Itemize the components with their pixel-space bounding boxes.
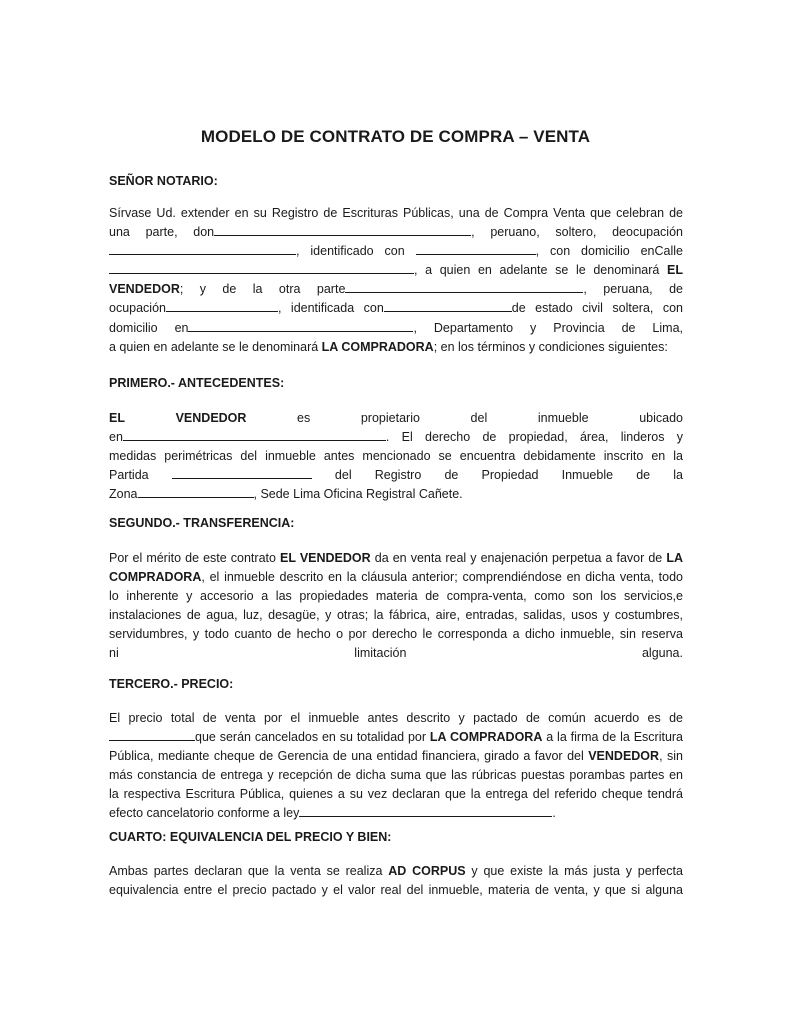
intro-text: Sírvase Ud. extender en su Registro de Escrituras Públicas, una de Compra Venta que celebran de xyxy=(109,206,683,220)
intro-text: , Departamento y Provincia de Lima, xyxy=(413,320,683,335)
primero-text: Zona xyxy=(109,487,138,502)
intro-text: , peruana, de xyxy=(583,282,683,297)
segundo-line-6 xyxy=(109,644,683,663)
document-title: MODELO DE CONTRATO DE COMPRA – VENTA xyxy=(200,127,591,146)
tercero-text: la respectiva Escritura Pública, quienes a su vez declaran que la entrega del referido cheque tendrá xyxy=(109,787,683,802)
primero-line-1 xyxy=(109,409,683,428)
primero-text: en xyxy=(109,430,123,445)
intro-text: con xyxy=(384,244,405,259)
intro-paragraph xyxy=(109,204,683,357)
cuarto-text: Ambas partes declaran que la venta se realiza xyxy=(109,864,389,878)
segundo-text: instalaciones de agua, luz, desagüe, y otras; la fábrica, aire, entradas, salidas, usos y costumbres, xyxy=(109,608,683,623)
intro-text: , a quien en adelante se le denominará xyxy=(414,263,660,278)
primero-bold: VENDEDOR xyxy=(175,411,247,425)
intro-text: ocupación xyxy=(109,301,166,316)
cuarto-line-2 xyxy=(109,881,683,900)
segundo-text: ni xyxy=(109,646,119,661)
blank-price xyxy=(109,728,195,741)
intro-text: , peruano, soltero, deocupación xyxy=(471,225,683,240)
intro-text: una xyxy=(109,225,130,240)
primero-paragraph xyxy=(109,409,683,504)
primero-text: inmueble xyxy=(537,411,589,425)
intro-line-2 xyxy=(109,223,683,242)
segundo-line-1 xyxy=(109,549,683,568)
tercero-bold: LA COMPRADORA xyxy=(429,730,543,745)
cuarto-bold: AD CORPUS xyxy=(388,864,466,878)
tercero-text: . xyxy=(552,806,556,821)
segundo-text: alguna. xyxy=(641,646,683,661)
primero-line-4 xyxy=(109,466,683,485)
tercero-bold: VENDEDOR xyxy=(588,749,660,764)
blank-seller-name xyxy=(214,223,471,236)
primero-text: . El derecho de propiedad, área, linderos y xyxy=(385,430,683,445)
blank-zona xyxy=(138,485,254,498)
section-heading-tercero: TERCERO.- PRECIO: xyxy=(109,677,234,691)
intro-text: parte, xyxy=(145,225,178,240)
tercero-line-6 xyxy=(109,804,683,823)
segundo-text: limitación xyxy=(354,646,407,661)
intro-line-4 xyxy=(109,261,683,280)
intro-line-1 xyxy=(109,204,683,223)
intro-line-7 xyxy=(109,319,683,338)
intro-text: , con domicilio enCalle xyxy=(535,244,683,259)
intro-bold: LA COMPRADORA xyxy=(321,339,434,354)
intro-line-8 xyxy=(109,338,683,357)
primero-text: Partida xyxy=(109,468,149,483)
tercero-line-1 xyxy=(109,709,683,728)
section-heading-primero: PRIMERO.- ANTECEDENTES: xyxy=(109,376,285,390)
primero-line-5 xyxy=(109,485,683,504)
intro-line-6 xyxy=(109,299,683,318)
intro-bold: EL xyxy=(667,263,683,278)
intro-text: don xyxy=(193,225,215,240)
blank-property-location xyxy=(123,428,386,441)
intro-line-5 xyxy=(109,280,683,299)
section-heading-segundo: SEGUNDO.- TRANSFERENCIA: xyxy=(109,516,295,530)
segundo-line-2 xyxy=(109,568,683,587)
cuarto-text: y que existe la más justa y perfecta xyxy=(465,864,683,878)
blank-buyer-address xyxy=(188,319,413,332)
blank-seller-id xyxy=(416,242,536,255)
segundo-text: servidumbres, y todo cuanto de hecho o por derecho le corresponda a dicho inmueble, sin reserva xyxy=(109,627,683,642)
tercero-text: , sin xyxy=(659,749,683,764)
primero-text: propietario xyxy=(360,411,420,425)
tercero-text: efecto cancelatorio conforme a ley xyxy=(109,806,300,821)
intro-line-3 xyxy=(109,242,683,261)
segundo-paragraph xyxy=(109,549,683,664)
intro-text: a quien en adelante se le denominará xyxy=(109,339,322,354)
tercero-paragraph xyxy=(109,709,683,824)
tercero-line-5 xyxy=(109,785,683,804)
primero-text: , Sede Lima Oficina Registral Cañete. xyxy=(253,487,463,502)
tercero-text: El precio total de venta por el inmueble antes descrito y pactado de común acuerdo es de xyxy=(109,711,683,725)
segundo-text: da en venta real y enajenación perpetua a favor de xyxy=(370,551,667,565)
intro-text: domicilio en xyxy=(109,320,189,335)
intro-bold: VENDEDOR xyxy=(109,282,180,297)
cuarto-paragraph xyxy=(109,862,683,900)
primero-text: ubicado xyxy=(639,411,683,425)
primero-text: es xyxy=(297,411,311,425)
segundo-text: , el inmueble descrito en la cláusula anterior; comprendiéndose en dicha venta, todo xyxy=(201,570,683,585)
intro-text: , identificada con xyxy=(278,301,384,316)
primero-text: del Registro de Propiedad Inmueble de la xyxy=(334,468,683,483)
primero-line-2 xyxy=(109,428,683,447)
salutation: SEÑOR NOTARIO: xyxy=(109,174,218,188)
tercero-text: Pública, mediante cheque de Gerencia de una entidad financiera, girado a favor del xyxy=(109,749,589,764)
primero-text: del xyxy=(470,411,488,425)
primero-text: medidas perimétricas del inmueble antes mencionado se encuentra debidamente inscrito en la xyxy=(109,449,683,464)
blank-partida xyxy=(172,466,312,479)
segundo-line-4 xyxy=(109,606,683,625)
tercero-line-3 xyxy=(109,747,683,766)
segundo-text: lo inherente y accesorio a las propiedades materia de compra-venta, como son los servicios,e xyxy=(109,589,683,604)
tercero-text: a la firma de la Escritura xyxy=(542,730,684,745)
segundo-bold: EL VENDEDOR xyxy=(280,551,371,565)
segundo-bold: LA xyxy=(666,551,683,565)
intro-text: ; y de la otra parte xyxy=(179,282,346,297)
intro-text: ; en los términos y condiciones siguientes: xyxy=(433,339,668,354)
blank-buyer-occupation xyxy=(166,299,278,312)
intro-text: identificado xyxy=(310,244,374,259)
blank-seller-occupation xyxy=(109,242,296,255)
segundo-line-3 xyxy=(109,587,683,606)
intro-text: de estado civil soltera, con xyxy=(511,301,684,316)
blank-buyer-id xyxy=(384,299,512,312)
blank-buyer-name xyxy=(345,280,583,293)
section-heading-cuarto: CUARTO: EQUIVALENCIA DEL PRECIO Y BIEN: xyxy=(109,830,392,844)
tercero-text: que serán cancelados en su totalidad por xyxy=(195,730,430,745)
cuarto-line-1 xyxy=(109,862,683,881)
segundo-line-5 xyxy=(109,625,683,644)
intro-text: , xyxy=(296,244,300,259)
blank-cancel-effect xyxy=(299,804,552,817)
segundo-text: Por el mérito de este contrato xyxy=(109,551,281,565)
primero-bold: EL xyxy=(109,411,125,425)
primero-line-3 xyxy=(109,447,683,466)
tercero-text: más constancia de entrega y recepción de dicha suma que las rúbricas puestas porambas partes en xyxy=(109,768,683,783)
tercero-line-4 xyxy=(109,766,683,785)
blank-seller-address xyxy=(109,261,414,274)
cuarto-text: equivalencia entre el precio pactado y el valor real del inmueble, materia de venta, y que si alguna xyxy=(109,883,683,898)
tercero-line-2 xyxy=(109,728,683,747)
segundo-bold: COMPRADORA xyxy=(109,570,202,585)
